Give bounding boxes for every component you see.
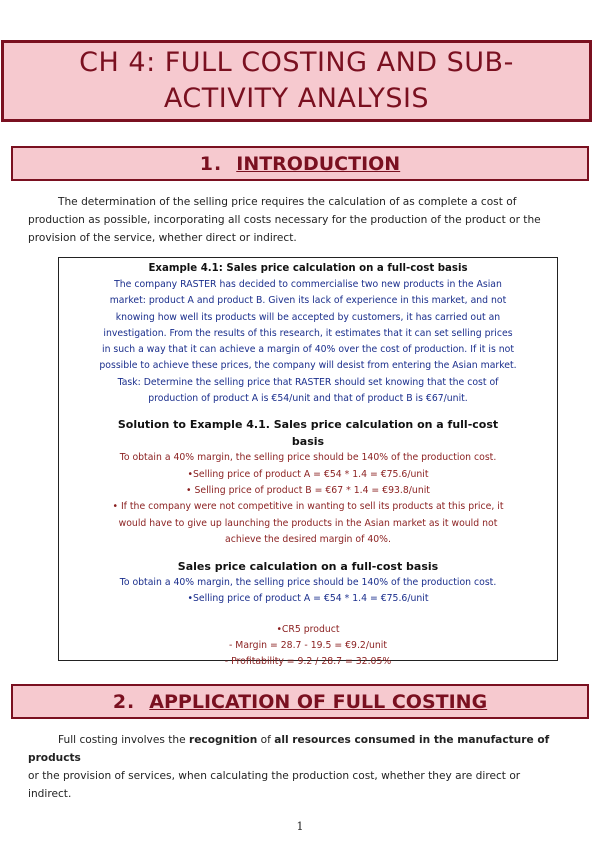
chapter-title-box bbox=[1, 40, 592, 122]
example-line: in such a way that it can achieve a margin of 40% over the cost of production. If it is not bbox=[102, 344, 514, 356]
solution-heading-line-1: Solution to Example 4.1. Sales price calculation on a full-cost bbox=[117, 418, 499, 432]
example-line: market: product A and product B. Given its lack of experience in this market, and not bbox=[109, 295, 507, 307]
cr5-line: •CR5 product bbox=[276, 623, 340, 635]
solution-line: would have to give up launching the products in the Asian market as it would not bbox=[118, 517, 498, 529]
solution-line: •Selling price of product A = €54 * 1.4 = €75.6/unit bbox=[187, 468, 429, 480]
example-line: investigation. From the results of this research, it estimates that it can set selling prices bbox=[103, 327, 513, 339]
section-number: 2. bbox=[112, 690, 136, 713]
sub-line: To obtain a 40% margin, the selling price should be 140% of the production cost. bbox=[119, 577, 497, 589]
section-label: APPLICATION OF FULL COSTING bbox=[149, 690, 488, 713]
sub-line: •Selling price of product A = €54 * 1.4 = €75.6/unit bbox=[187, 593, 429, 605]
example-line: The company RASTER has decided to commercialise two new products in the Asian bbox=[114, 279, 502, 290]
solution-line: • If the company were not competitive in wanting to sell its products at this price, it bbox=[112, 501, 504, 513]
cr5-line: - Margin = 28.7 - 19.5 = €9.2/unit bbox=[229, 640, 387, 652]
example-line: production of product A is €54/unit and that of product B is €67/unit. bbox=[148, 393, 468, 405]
intro-line-2: production as possible, incorporating all costs necessary for the production of the product or the bbox=[28, 214, 541, 226]
page-number: 1 bbox=[296, 820, 304, 833]
example-line: possible to achieve these prices, the company will desist from entering the Asian market. bbox=[99, 360, 517, 372]
section-heading-introduction bbox=[11, 146, 589, 181]
intro-paragraph bbox=[28, 193, 573, 247]
sub-heading: Sales price calculation on a full-cost basis bbox=[177, 560, 439, 574]
solution-line: • Selling price of product B = €67 * 1.4 = €93.8/unit bbox=[186, 484, 430, 496]
solution-heading-line-2: basis bbox=[291, 435, 325, 449]
intro-line-1: The determination of the selling price requires the calculation of as complete a cost of bbox=[58, 196, 517, 208]
full-costing-line-2: or the provision of services, when calculating the production cost, whether they are direct or bbox=[28, 770, 521, 782]
example-box bbox=[58, 257, 558, 668]
example-heading: Example 4.1: Sales price calculation on a full-cost basis bbox=[148, 263, 468, 274]
section-heading-application bbox=[11, 684, 589, 719]
example-line: Task: Determine the selling price that RASTER should set knowing that the cost of bbox=[117, 376, 499, 388]
full-costing-paragraph bbox=[28, 731, 573, 803]
full-costing-line-1: Full costing involves the recognition of all resources consumed in the manufacture of products bbox=[28, 734, 550, 764]
chapter-title-line-2: ACTIVITY ANALYSIS bbox=[163, 83, 430, 114]
solution-line: achieve the desired margin of 40%. bbox=[225, 533, 391, 545]
cr5-line: - Profitability = 9.2 / 28.7 = 32.05% bbox=[224, 656, 392, 668]
solution-line: To obtain a 40% margin, the selling price should be 140% of the production cost. bbox=[119, 452, 497, 464]
full-costing-line-3: indirect. bbox=[28, 788, 72, 800]
section-label: INTRODUCTION bbox=[236, 152, 401, 175]
section-number: 1. bbox=[199, 152, 223, 175]
chapter-title-line-1: CH 4: FULL COSTING AND SUB- bbox=[79, 47, 514, 78]
intro-line-3: provision of the service, whether direct or indirect. bbox=[28, 232, 297, 244]
example-line: knowing how well its products will be accepted by customers, it has carried out an bbox=[115, 311, 501, 323]
